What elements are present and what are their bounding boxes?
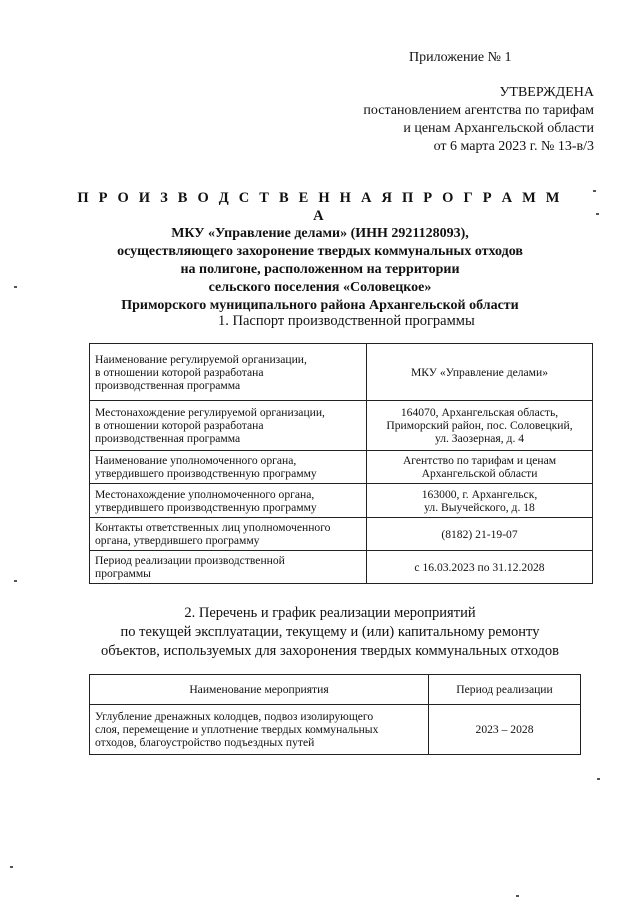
scan-speck <box>516 895 519 897</box>
scan-speck <box>597 778 600 780</box>
passport-label <box>90 451 367 484</box>
value-line: (8182) 21-19-07 <box>441 527 518 541</box>
table-row <box>90 344 593 401</box>
value-line: с 16.03.2023 по 31.12.2028 <box>414 560 545 574</box>
title-line: МКУ «Управление делами» (ИНН 2921128093), <box>171 226 469 241</box>
scan-speck <box>10 866 13 868</box>
approval-block <box>330 84 594 156</box>
value-line: Приморский район, пос. Соловецкий, <box>386 419 573 432</box>
event-line: отходов, благоустройство подъездных путей <box>95 736 315 749</box>
label-line: производственная программа <box>95 432 241 445</box>
label-line: Местонахождение регулируемой организации, <box>95 406 325 419</box>
passport-value <box>367 344 593 401</box>
title-line: на полигоне, расположенном на территории <box>180 262 460 277</box>
passport-value <box>367 451 593 484</box>
table-row <box>90 518 593 551</box>
label-line: производственная программа <box>95 378 241 392</box>
passport-value <box>367 484 593 518</box>
title-line: сельского поселения «Соловецкое» <box>208 280 432 295</box>
appendix-number: Приложение № 1 <box>409 50 512 65</box>
scan-speck <box>14 580 17 582</box>
section2-title-line: объектов, используемых для захоронения твердых коммунальных отходов <box>100 643 560 659</box>
approval-line: УТВЕРЖДЕНА <box>499 85 594 100</box>
value-line: ул. Выучейского, д. 18 <box>424 500 535 514</box>
table-row <box>90 484 593 518</box>
table-header-row <box>90 675 581 705</box>
passport-label <box>90 484 367 518</box>
label-line: утвердившего производственную программу <box>95 467 317 480</box>
section2-title-line: по текущей эксплуатации, текущему и (или) капитальному ремонту <box>120 624 540 640</box>
event-line: Углубление дренажных колодцев, подвоз изолирующего <box>95 710 374 723</box>
value-line: 164070, Архангельская область, <box>400 406 559 419</box>
value-line: Агентство по тарифам и ценам <box>402 454 557 467</box>
event-line: слоя, перемещение и уплотнение твердых коммунальных <box>95 723 379 736</box>
event-period: 2023 – 2028 <box>429 705 581 755</box>
approval-line: от 6 марта 2023 г. № 13-в/3 <box>433 139 594 154</box>
document-title <box>70 189 570 315</box>
title-heading: П Р О И З В О Д С Т В Е Н Н А Я П Р О Г Р А М М А <box>77 190 563 224</box>
passport-value <box>367 551 593 584</box>
passport-value <box>367 401 593 451</box>
table-row <box>90 401 593 451</box>
section1-title: 1. Паспорт производственной программы <box>218 313 475 329</box>
passport-table <box>89 343 593 584</box>
label-line: в отношении которой разработана <box>95 365 264 379</box>
label-line: программы <box>95 567 151 580</box>
title-line: осуществляющего захоронение твердых коммунальных отходов <box>117 244 523 259</box>
label-line: Наименование регулируемой организации, <box>95 352 307 366</box>
value-line: ул. Заозерная, д. 4 <box>434 432 525 445</box>
table-row <box>90 551 593 584</box>
passport-value <box>367 518 593 551</box>
label-line: Наименование уполномоченного органа, <box>95 454 297 467</box>
label-line: Местонахождение уполномоченного органа, <box>95 487 315 501</box>
scan-speck <box>596 213 599 215</box>
passport-label <box>90 518 367 551</box>
section2-title-line: 2. Перечень и график реализации мероприятий <box>184 605 476 621</box>
value-line: 163000, г. Архангельск, <box>421 487 538 501</box>
passport-label <box>90 551 367 584</box>
section2-title <box>90 604 570 661</box>
passport-label <box>90 401 367 451</box>
table-row <box>90 705 581 755</box>
events-table <box>89 674 581 755</box>
scan-speck <box>14 286 17 288</box>
passport-label <box>90 344 367 401</box>
label-line: утвердившего производственную программу <box>95 500 317 514</box>
title-line: Приморского муниципального района Архангельской области <box>121 298 519 313</box>
label-line: Контакты ответственных лиц уполномоченного <box>95 521 331 534</box>
column-header: Наименование мероприятия <box>90 675 429 705</box>
value-line: МКУ «Управление делами» <box>410 365 549 379</box>
event-name <box>90 705 429 755</box>
column-header: Период реализации <box>429 675 581 705</box>
label-line: органа, утвердившего программу <box>95 534 260 547</box>
table-row <box>90 451 593 484</box>
label-line: Период реализации производственной <box>95 554 285 567</box>
label-line: в отношении которой разработана <box>95 419 264 432</box>
approval-line: и ценам Архангельской области <box>403 121 594 136</box>
approval-line: постановлением агентства по тарифам <box>363 103 594 118</box>
scan-speck <box>593 190 596 192</box>
value-line: Архангельской области <box>421 467 538 480</box>
